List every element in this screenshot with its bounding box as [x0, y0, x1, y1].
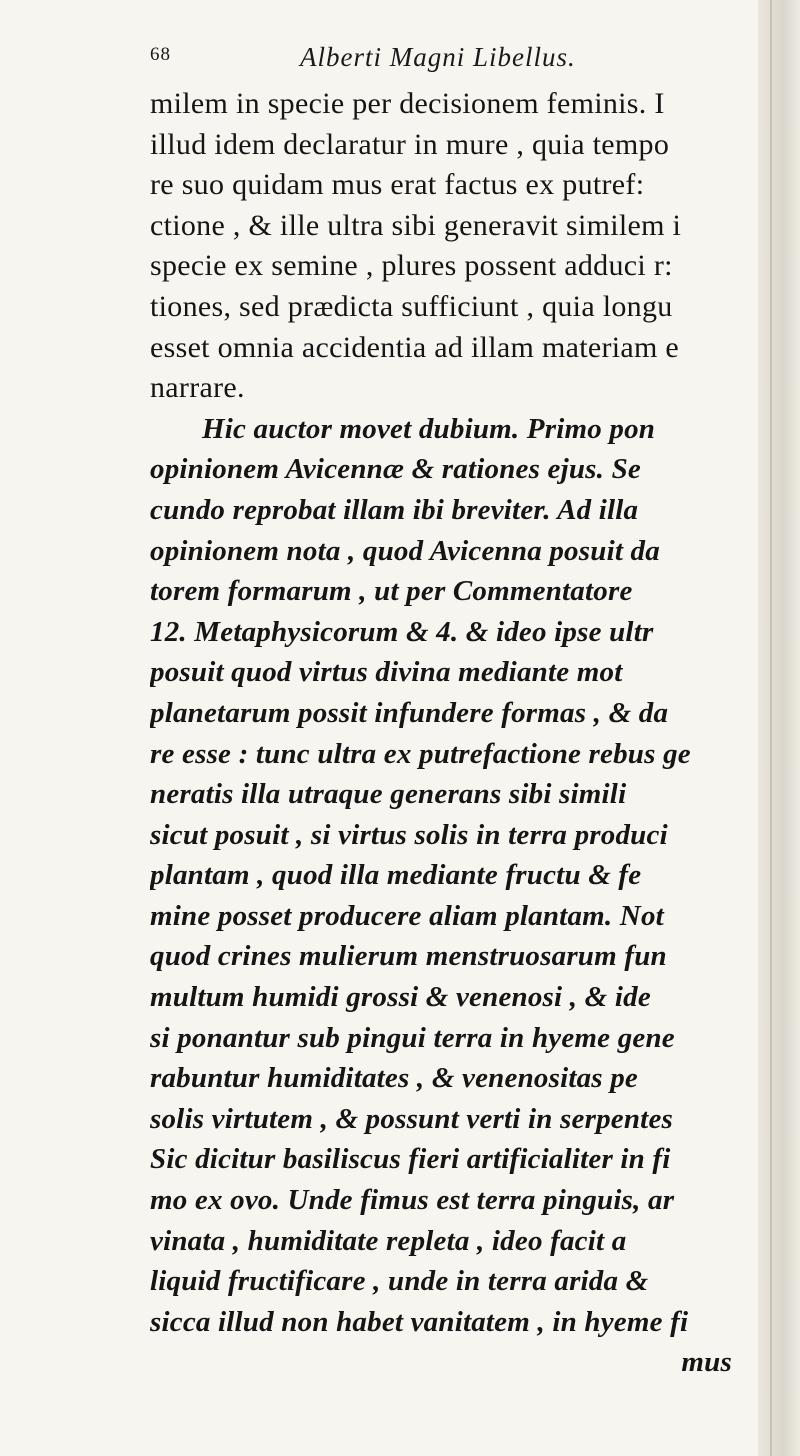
text-line: opinionem nota , quod Avicenna posuit da — [150, 534, 660, 567]
text-line: re esse : tunc ultra ex putrefactione rebus ge — [150, 737, 691, 770]
running-title: Alberti Magni Libellus. — [300, 42, 576, 72]
text-line: solis virtutem , & possunt verti in serpentes — [150, 1102, 673, 1135]
text-line: Sic dicitur basiliscus fieri artificialiter in fi — [150, 1143, 671, 1176]
text-line: multum humidi grossi & venenosi , & ide — [150, 981, 651, 1014]
text-line: tiones, sed prædicta sufficiunt , quia longu — [150, 289, 673, 323]
text-line: quod crines mulierum menstruosarum fun — [150, 940, 667, 973]
text-line: vinata , humiditate repleta , ideo facit a — [150, 1224, 627, 1257]
text-line: posuit quod virtus divina mediante mot — [150, 656, 623, 689]
text-line: specie ex semine , plures possent adduci r: — [150, 249, 673, 283]
text-line: neratis illa utraque generans sibi simili — [150, 778, 627, 811]
text-line: sicca illud non habet vanitatem , in hyeme fi — [150, 1305, 689, 1338]
text-line: mo ex ovo. Unde fimus est terra pinguis, ar — [150, 1184, 675, 1217]
paragraph-start-line: Hic auctor movet dubium. Primo pon — [202, 412, 656, 445]
text-line: opinionem Avicennæ & rationes ejus. Se — [150, 453, 641, 486]
text-line: planetarum possit infundere formas , & da — [150, 696, 669, 729]
catchword: mus — [681, 1346, 732, 1379]
page-gutter — [758, 0, 800, 1456]
gutter-fold-line — [770, 0, 772, 1456]
text-block — [150, 84, 762, 1383]
text-line: ctione , & ille ultra sibi generavit similem i — [150, 208, 682, 242]
text-line: narrare. — [150, 371, 245, 405]
text-line: cundo reprobat illam ibi breviter. Ad illa — [150, 493, 639, 526]
text-line: si ponantur sub pingui terra in hyeme gene — [150, 1021, 675, 1054]
page-header — [150, 44, 770, 84]
text-line: milem in specie per decisionem feminis. I — [150, 87, 665, 120]
text-line: 12. Metaphysicorum & 4. & ideo ipse ultr — [150, 615, 654, 648]
text-line: torem formarum , ut per Commentatore — [150, 575, 633, 608]
text-line: mine posset producere aliam plantam. Not — [150, 899, 664, 932]
text-line: illud idem declaratur in mure , quia tempo — [150, 127, 670, 161]
text-line: plantam , quod illa mediante fructu & fe — [150, 859, 642, 892]
text-line: re suo quidam mus erat factus ex putref: — [150, 168, 645, 202]
text-line: sicut posuit , si virtus solis in terra produci — [150, 818, 668, 851]
text-line: rabuntur humiditates , & venenositas pe — [150, 1062, 638, 1095]
text-line: esset omnia accidentia ad illam materiam e — [150, 330, 680, 364]
page-number: 68 — [150, 44, 171, 65]
text-line: liquid fructificare , unde in terra arida & — [150, 1265, 649, 1298]
